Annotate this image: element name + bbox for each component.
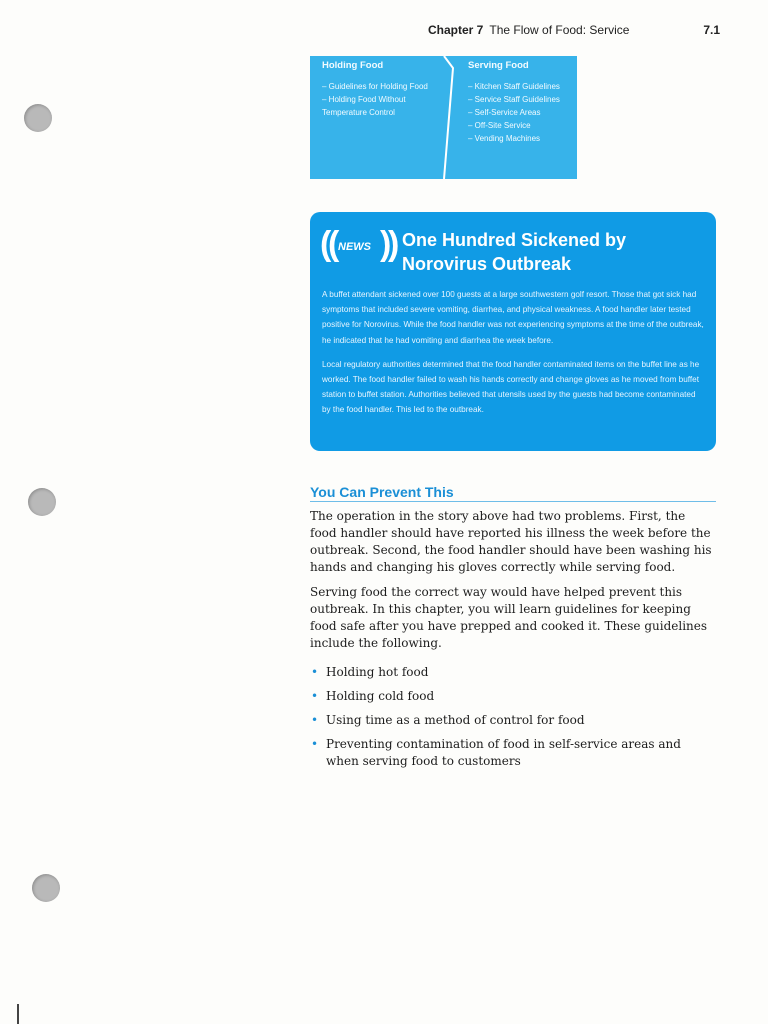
news-broadcast-icon: ( ( NEWS ) ) (320, 225, 400, 263)
list-item: • Holding hot food (311, 665, 429, 679)
chevron-divider (443, 56, 463, 179)
news-paragraph: A buffet attendant sickened over 100 guests at a large southwestern golf resort. Those that got sick had symptoms that included severe vomiting, diarrhea, and physical weakness. A food handler later tested positive for Norovirus. While the food handler was not experiencing symptoms at the time of the outbreak, he indicated that he had vomiting and diarrhea the week before. (322, 290, 704, 345)
bullet-icon: • (311, 737, 319, 751)
news-callout-box (310, 212, 716, 451)
holding-food-heading: Holding Food (322, 60, 384, 71)
holding-food-column (322, 60, 444, 119)
scan-edge-mark (17, 1004, 19, 1024)
news-icon-label: NEWS (338, 241, 371, 253)
body-paragraph: The operation in the story above had two problems. First, the food handler should have reported his illness the week before the outbreak. Second, the food handler should have been washing his hands and changing his gloves correctly while serving food. (310, 509, 712, 574)
list-item: • Holding cold food (311, 689, 435, 703)
main-text (310, 508, 712, 777)
serving-food-list (468, 80, 573, 145)
holding-food-list (322, 80, 444, 119)
nav-list-item: – Service Staff Guidelines (468, 95, 560, 104)
chapter-title: The Flow of Food: Service (489, 23, 630, 37)
nav-list-item: – Vending Machines (468, 134, 541, 143)
news-paragraph: Local regulatory authorities determined that the food handler contaminated items on the buffet line as he worked. The food handler failed to wash his hands correctly and change gloves as he moved from buffet station to buffet station. Authorities believed that utensils used by the guests had become contaminated by the food handler. This led to the outbreak. (322, 359, 700, 415)
list-item: • Preventing contamination of food in self-service areas and when serving food to customers (311, 737, 681, 768)
nav-list-item: – Off-Site Service (468, 121, 531, 130)
nav-list-item: – Guidelines for Holding Food (322, 82, 428, 91)
bullet-icon: • (311, 689, 319, 703)
nav-list-item: – Holding Food Without Temperature Control (322, 95, 406, 117)
list-item: • Using time as a method of control for food (311, 713, 585, 727)
bullet-icon: • (311, 665, 319, 679)
page-header (428, 23, 720, 41)
serving-food-heading: Serving Food (468, 60, 529, 71)
binder-hole-top (24, 104, 52, 132)
bullet-icon: • (311, 713, 319, 727)
serving-food-column (468, 60, 573, 145)
news-title: One Hundred Sickened by Norovirus Outbreak (402, 230, 627, 274)
page-number: 7.1 (703, 23, 720, 37)
chapter-label: Chapter 7 (428, 23, 484, 37)
nav-list-item: – Kitchen Staff Guidelines (468, 82, 560, 91)
news-body (322, 287, 706, 427)
section-heading: You Can Prevent This (310, 484, 716, 502)
guidelines-list (310, 664, 712, 770)
body-paragraph: Serving food the correct way would have helped prevent this outbreak. In this chapter, you will learn guidelines for keeping food safe after you have prepped and cooked it. These guidelines include the following. (310, 585, 708, 650)
binder-hole-bottom (32, 874, 60, 902)
binder-hole-middle (28, 488, 56, 516)
chapter-topic-box (310, 56, 577, 179)
nav-list-item: – Self-Service Areas (468, 108, 541, 117)
